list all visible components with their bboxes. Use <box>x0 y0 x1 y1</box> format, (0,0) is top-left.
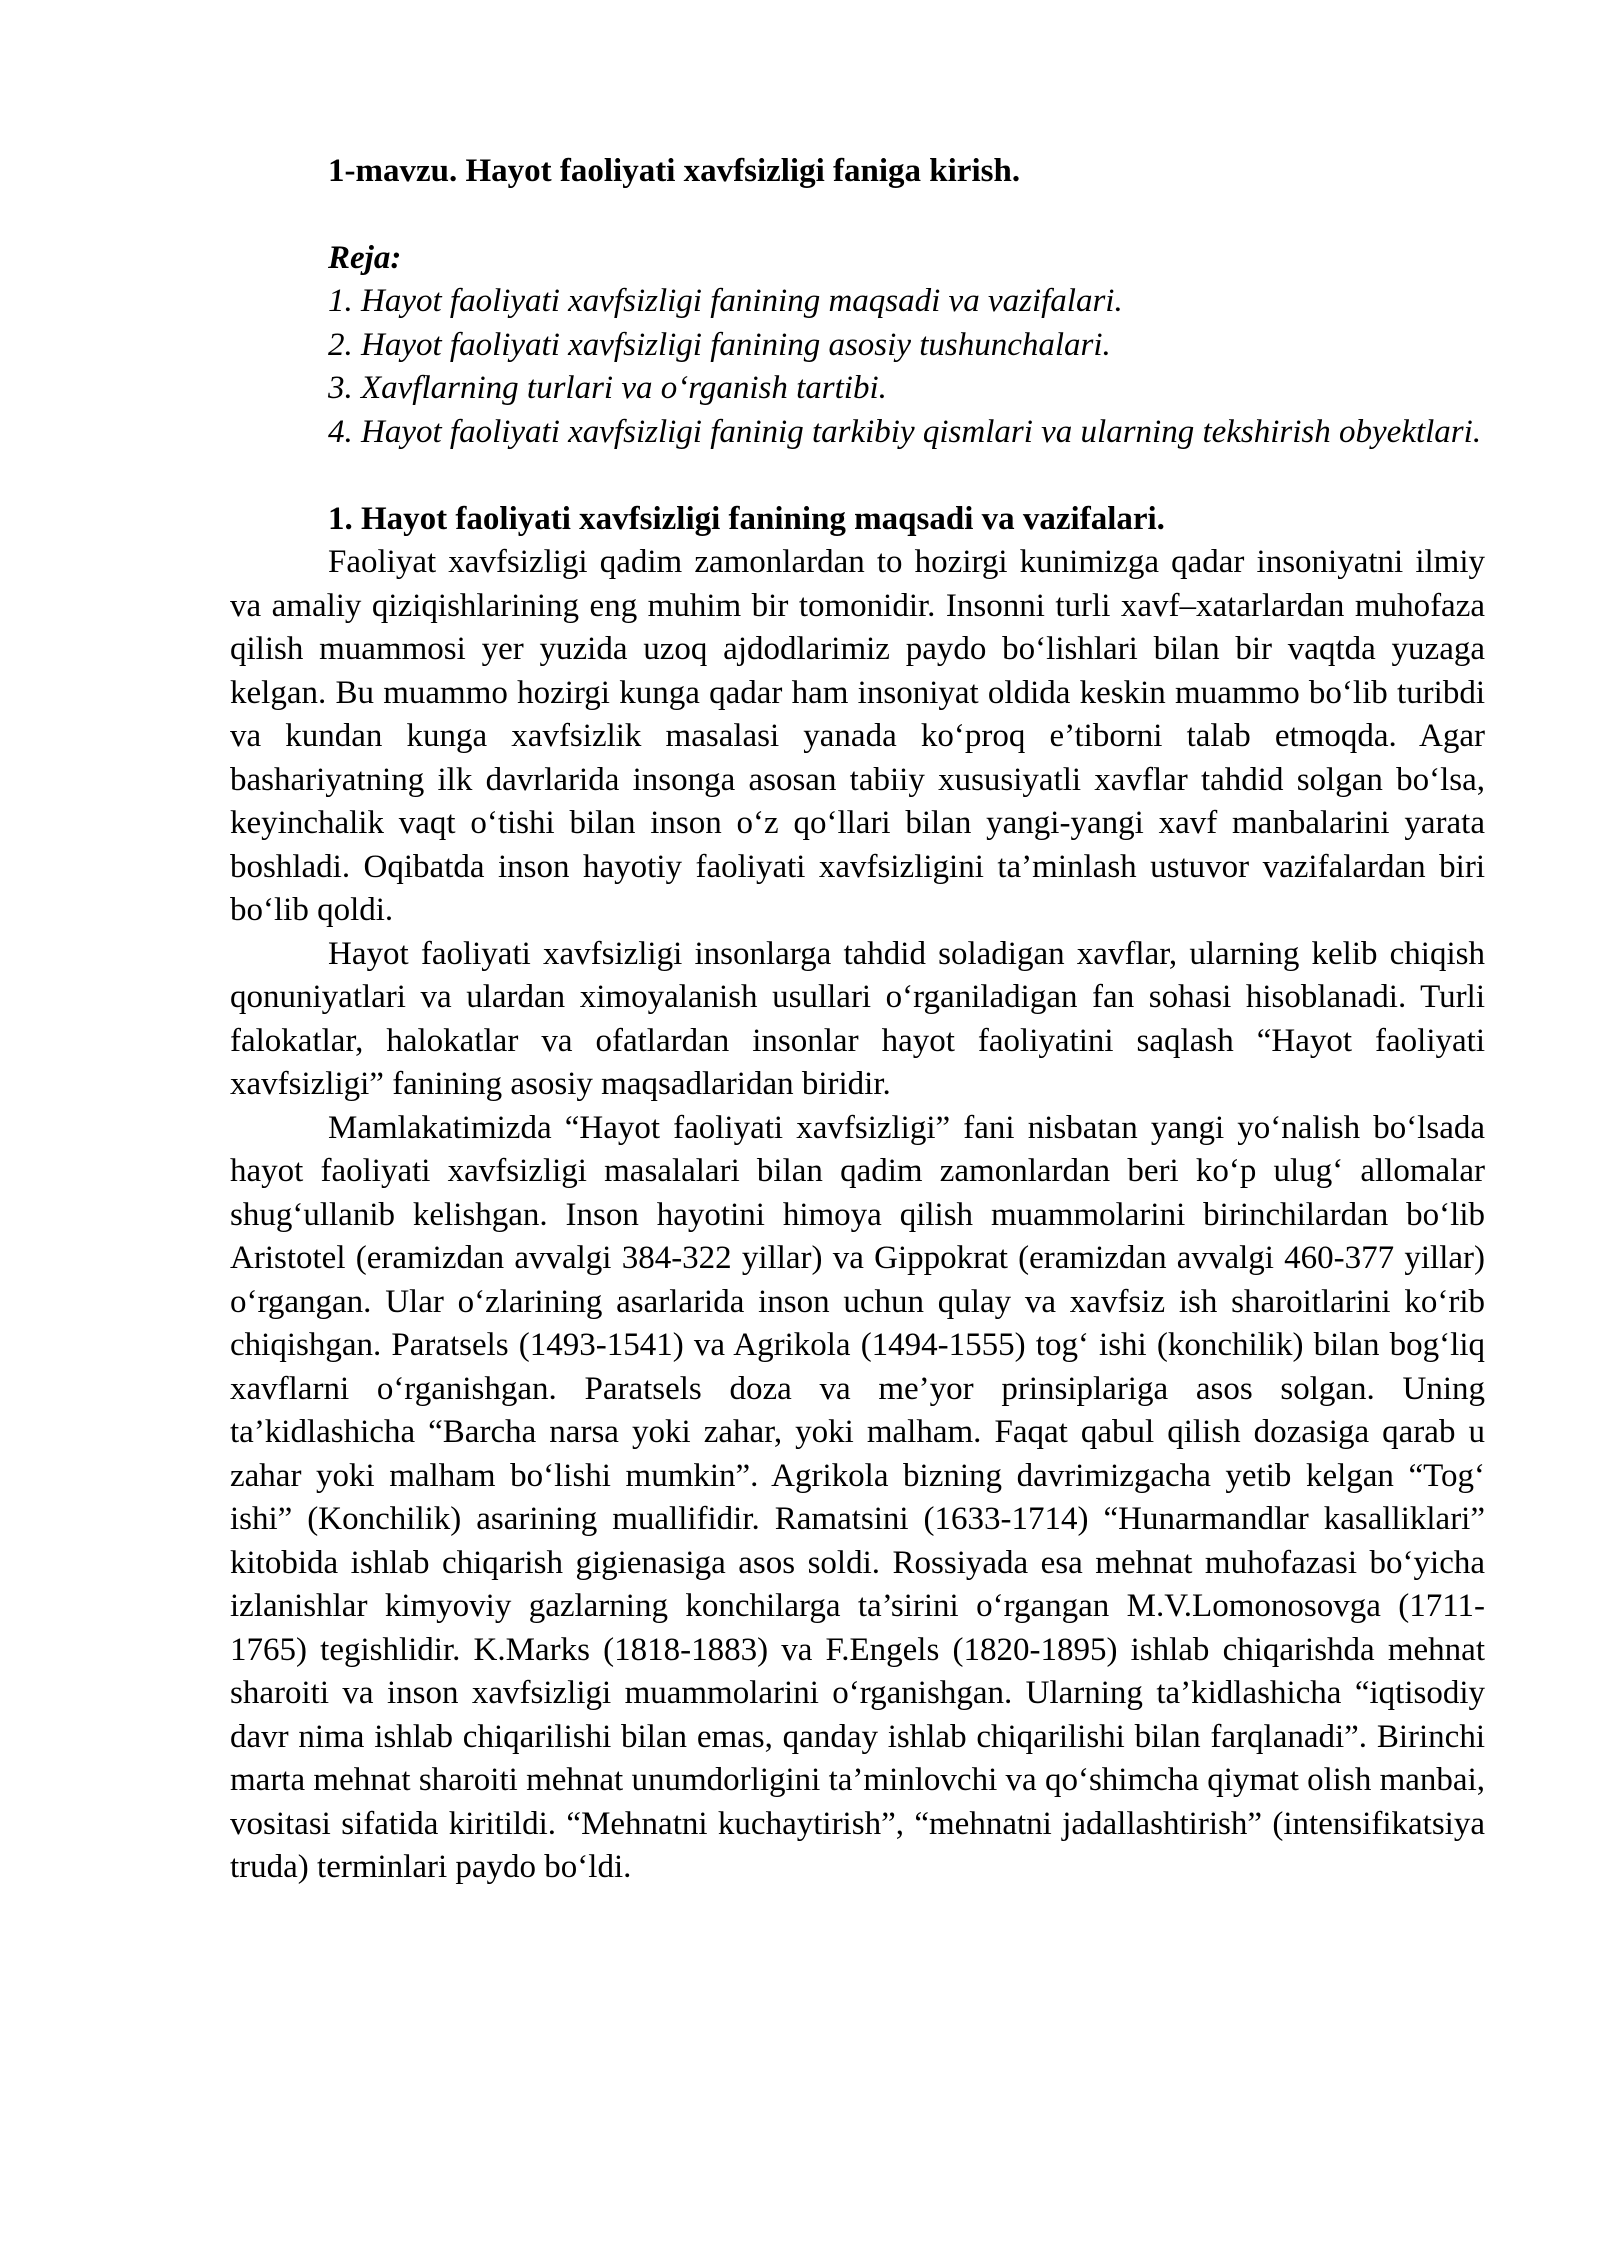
plan-item: 1. Hayot faoliyati xavfsizligi fanining maqsadi va vazifalari. <box>328 283 1123 319</box>
plan-list <box>230 280 1485 454</box>
document-page <box>230 150 1485 1890</box>
paragraph: Hayot faoliyati xavfsizligi insonlarga tahdid soladigan xavflar, ularning kelib chiqish qonuniyatlari va ulardan ximoyalanish usullari o‘rganiladigan fan sohasi hisoblanadi. Turli falokatlar, halokatlar va ofatlardan insonlar hayot faoliyatini saqlash “Hayot faoliyati xavfsizligi” fanining asosiy maqsadlaridan biridir. <box>230 935 1485 1102</box>
topic-title: 1-mavzu. Hayot faoliyati xavfsizligi faniga kirish. <box>328 153 1021 189</box>
plan-item: 4. Hayot faoliyati xavfsizligi faninig tarkibiy qismlari va ularning tekshirish obyektlari. <box>328 413 1482 450</box>
plan-label: Reja: <box>328 239 402 276</box>
plan-item: 3. Xavflarning turlari va o‘rganish tartibi. <box>328 370 887 406</box>
section-heading: 1. Hayot faoliyati xavfsizligi fanining maqsadi va vazifalari. <box>328 500 1165 537</box>
plan-item: 2. Hayot faoliyati xavfsizligi fanining asosiy tushunchalari. <box>328 326 1111 363</box>
paragraph: Faoliyat xavfsizligi qadim zamonlardan to hozirgi kunimizga qadar insoniyatni ilmiy va amaliy qiziqishlarining eng muhim bir tomonidir. Insonni turli xavf–xatarlardan muhofaza qilish muammosi yer yuzida uzoq ajdodlarimiz paydo bo‘lishlari bilan bir vaqtda yuzaga kelgan. Bu muammo hozirgi kunga qadar ham insoniyat oldida keskin muammo bo‘lib turibdi va kundan kunga xavfsizlik masalasi yanada ko‘proq e’tiborni talab etmoqda. Agar bashariyatning ilk davrlarida insonga asosan tabiiy xususiyatli xavflar tahdid solgan bo‘lsa, keyinchalik vaqt o‘tishi bilan inson o‘z qo‘llari bilan yangi-yangi xavf manbalarini yarata boshladi. Oqibatda inson hayotiy faoliyati xavfsizligini ta’minlash ustuvor vazifalardan biri bo‘lib qoldi. <box>230 544 1485 928</box>
paragraph: Mamlakatimizda “Hayot faoliyati xavfsizligi” fani nisbatan yangi yo‘nalish bo‘lsada hayot faoliyati xavfsizligi masalalari bilan qadim zamonlardan beri ko‘p ulug‘ allomalar shug‘ullanib kelishgan. Inson hayotini himoya qilish muammolarini birinchilardan bo‘lib Aristotel (eramizdan avvalgi 384-322 yillar) va Gippokrat (eramizdan avvalgi 460-377 yillar) o‘rgangan. Ular o‘zlarining asarlarida inson uchun qulay va xavfsiz ish sharoitlarini ko‘rib chiqishgan. Paratsels (1493-1541) va Agrikola (1494-1555) tog‘ ishi (konchilik) bilan bog‘liq xavflarni o‘rganishgan. Paratsels doza va me’yor prinsiplariga asos solgan. Uning ta’kidlashicha “Barcha narsa yoki zahar, yoki malham. Faqat qabul qilish dozasiga qarab u zahar yoki malham bo‘lishi mumkin”. Agrikola bizning davrimizgacha yetib kelgan “Tog‘ ishi” (Konchilik) asarining muallifidir. Ramatsini (1633-1714) “Hunarmandlar kasalliklari” kitobida ishlab chiqarish gigienasiga asos soldi. Rossiyada esa mehnat muhofazasi bo‘yicha izlanishlar kimyoviy gazlarning konchilarga ta’sirini o‘rgangan M.V.Lomonosovga (1711-1765) tegishlidir. K.Marks (1818-1883) va F.Engels (1820-1895) ishlab chiqarishda mehnat sharoiti va inson xavfsizligi muammolarini o‘rganishgan. Ularning ta’kidlashicha “iqtisodiy davr nima ishlab chiqarilishi bilan emas, qanday ishlab chiqarilishi bilan farqlanadi”. Birinchi marta mehnat sharoiti mehnat unumdorligini ta’minlovchi va qo‘shimcha qiymat olish manbai, vositasi sifatida kiritildi. “Mehnatni kuchaytirish”, “mehnatni jadallashtirish” (intensifikatsiya truda) terminlari paydo bo‘ldi. <box>230 1109 1485 1885</box>
